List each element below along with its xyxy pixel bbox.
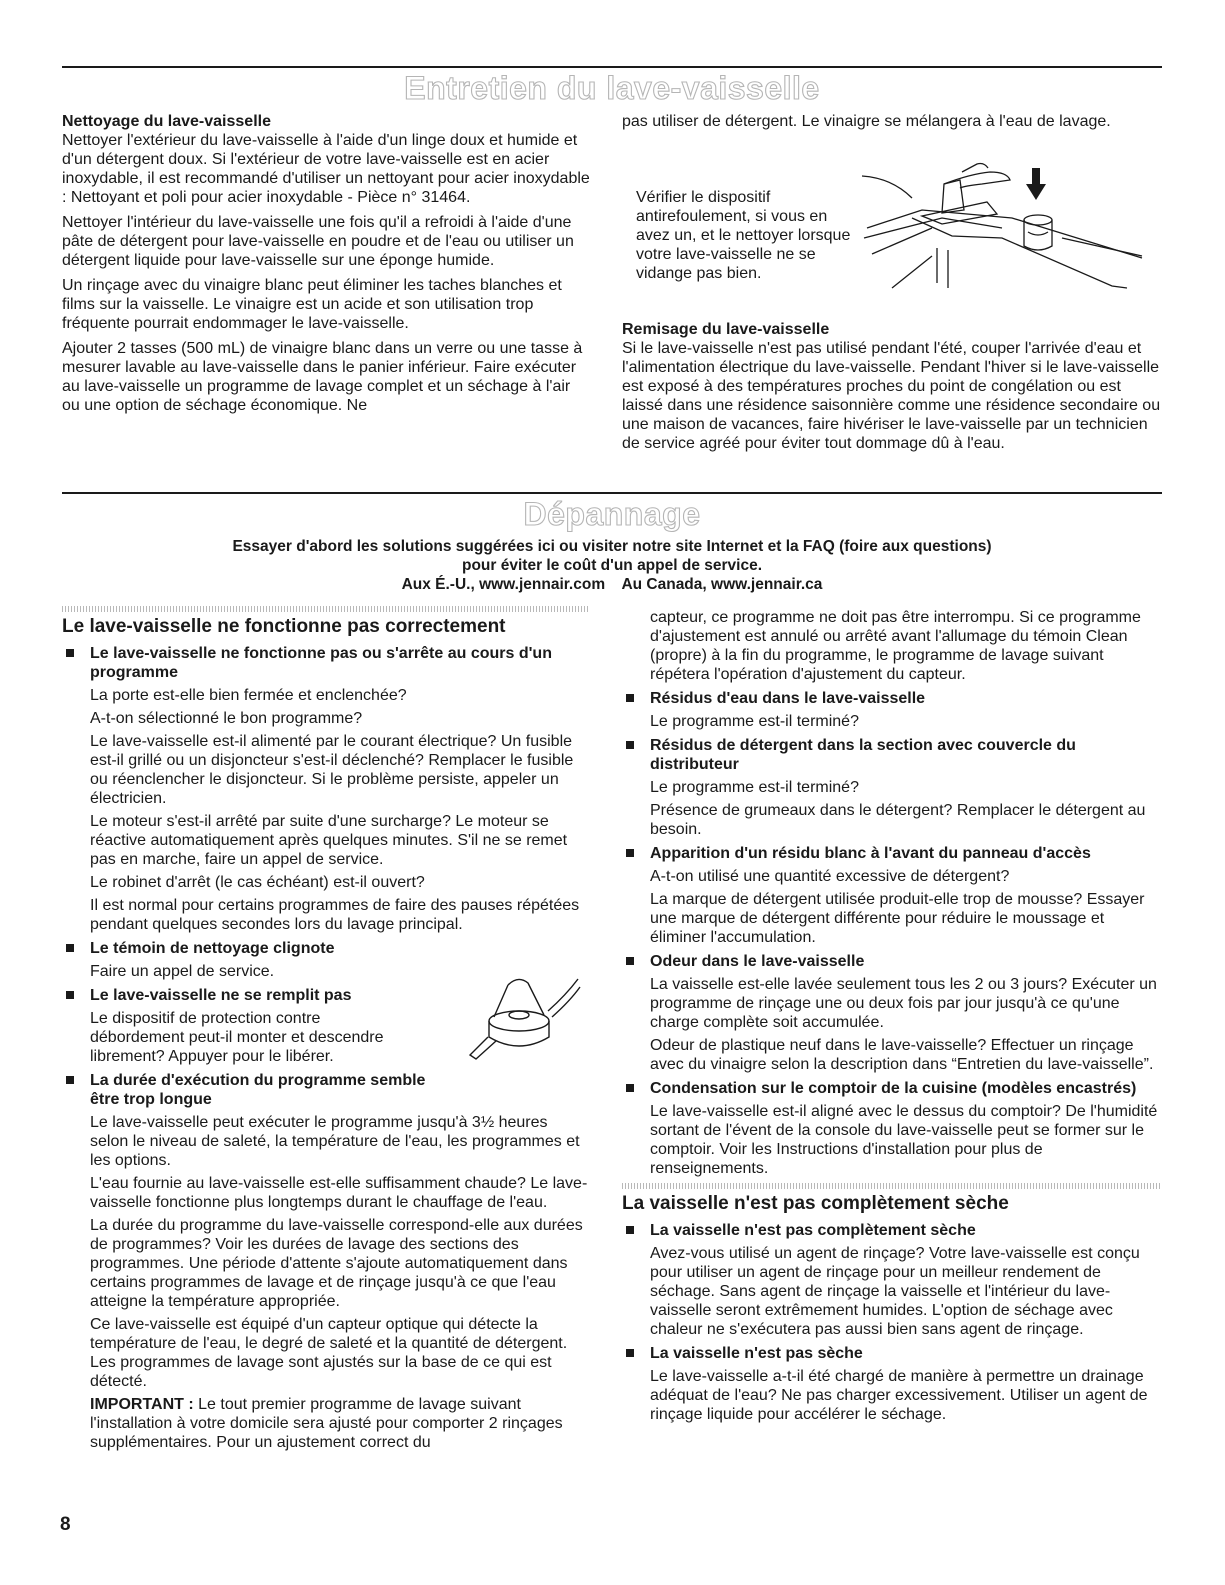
entretien-left-column [62, 112, 590, 421]
problem-item [62, 1071, 590, 1452]
problem-item [622, 844, 1162, 947]
problem-text: La porte est-elle bien fermée et enclenchée? [90, 687, 407, 704]
square-bullet-icon [626, 1349, 634, 1357]
sensor-continuation: capteur, ce programme ne doit pas être interrompu. Si ce programme d'ajustement est annulé ou arrêté avant l'allumage du témoin Clean (propre) à la fin du programme, le programme de lavage suivant répétera l'opération d'ajustement du capteur. [650, 609, 1141, 683]
square-bullet-icon [66, 944, 74, 952]
problem-text: Faire un appel de service. [90, 963, 275, 980]
intro-links [62, 575, 1162, 594]
problem-text: L'eau fournie au lave-vaisselle est-elle suffisamment chaude? Le lave-vaisselle fonctionne plus longtemps durant le chauffage de l'eau. [90, 1175, 588, 1211]
depannage-right-column [622, 608, 1162, 1429]
depannage-left-column [62, 606, 590, 1457]
hatch-divider [62, 606, 590, 612]
nettoyage-paragraph-3: Un rinçage avec du vinaigre blanc peut éliminer les taches blanches et films sur la vaisselle. Le vinaigre est un acide et son utilisation trop fréquente pourrait endommager le lave-vaisselle. [62, 277, 562, 332]
continuation-block [622, 608, 1162, 684]
problem-title: Résidus de détergent dans la section avec couvercle du distributeur [650, 737, 1076, 773]
problem-text: Présence de grumeaux dans le détergent? Remplacer le détergent au besoin. [650, 802, 1146, 838]
nettoyage-paragraph-2: Nettoyer l'intérieur du lave-vaisselle une fois qu'il a refroidi à l'aide d'une pâte de détergent pour lave-vaisselle en poudre et de l'eau ou utiliser un détergent liquide pour lave-vaisselle sur une éponge humide. [62, 214, 574, 269]
problem-text: A-t-on utilisé une quantité excessive de détergent? [650, 868, 1010, 885]
problem-text: Le lave-vaisselle a-t-il été chargé de manière à permettre un drainage adéquat de l'eau? Ne pas charger excessivement. Utiliser un agent de rinçage liquide pour accélérer le séchage. [650, 1368, 1148, 1423]
square-bullet-icon [626, 1226, 634, 1234]
problem-title: Le témoin de nettoyage clignote [90, 940, 335, 957]
nettoyage-heading: Nettoyage du lave-vaisselle [62, 113, 271, 130]
intro-line-2: pour éviter le coût d'un appel de service. [462, 557, 762, 574]
section-title-entretien: Entretien du lave-vaisselle [404, 70, 820, 106]
problem-title: Odeur dans le lave-vaisselle [650, 953, 865, 970]
square-bullet-icon [66, 991, 74, 999]
problem-item [622, 1221, 1162, 1339]
problem-text: Le programme est-il terminé? [650, 779, 859, 796]
problem-item [622, 736, 1162, 839]
problem-text: Le lave-vaisselle est-il aligné avec le dessus du comptoir? De l'humidité sortant de l'évent de la console du lave-vaisselle peut se former sur le comptoir. Voir les Instructions d'installation pour plus de renseignements. [650, 1103, 1158, 1177]
problem-text: Le lave-vaisselle peut exécuter le programme jusqu'à 3½ heures selon le niveau de saleté, la température de l'eau, les programmes et les options. [90, 1114, 580, 1169]
problem-title: Le lave-vaisselle ne se remplit pas [90, 987, 352, 1004]
problem-title: Apparition d'un résidu blanc à l'avant du panneau d'accès [650, 845, 1091, 862]
problem-text: La marque de détergent utilisée produit-elle trop de mousse? Essayer une marque de détergent différente pour réduire le moussage et éliminer l'accumulation. [650, 891, 1145, 946]
problem-item [622, 1344, 1162, 1424]
faucet-air-gap-illustration [852, 158, 1152, 298]
intro-line-1: Essayer d'abord les solutions suggérées ici ou visiter notre site Internet et la FAQ (foire aux questions) [232, 538, 992, 555]
remisage-text: Si le lave-vaisselle n'est pas utilisé pendant l'été, couper l'arrivée d'eau et l'alimentation électrique du lave-vaisselle. Pendant l'hiver si le lave-vaisselle est exposé à des températures proches du point de congélation ou est laissé dans une résidence saisonnière comme une résidence secondaire ou une maison de vacances, faire hivériser le lave-vaisselle par un technicien de service agréé pour éviter tout dommage dû à l'eau. [622, 340, 1161, 452]
square-bullet-icon [626, 1084, 634, 1092]
problem-item [622, 952, 1162, 1074]
problem-text: La durée du programme du lave-vaisselle correspond-elle aux durées de programmes? Voir les durées de lavage des sections des programmes. Une période d'attente s'ajoute automatiquement dans certains programmes de lavage et de rinçage jusqu'à ce que l'eau atteigne la température appropriée. [90, 1217, 583, 1310]
problem-text: Odeur de plastique neuf dans le lave-vaisselle? Effectuer un rinçage avec du vinaigre selon la description dans “Entretien du lave-vaisselle”. [650, 1037, 1154, 1073]
hatch-divider [622, 1183, 1162, 1189]
problem-title: La vaisselle n'est pas sèche [650, 1345, 863, 1362]
problem-text: A-t-on sélectionné le bon programme? [90, 710, 363, 727]
subsection-title-seche: La vaisselle n'est pas complètement sèche [622, 1193, 1009, 1214]
middle-rule [62, 492, 1162, 494]
entretien-right-column [622, 112, 1162, 137]
problem-title: Condensation sur le comptoir de la cuisine (modèles encastrés) [650, 1080, 1137, 1097]
faucet-caption: Vérifier le dispositif antirefoulement, si vous en avez un, et le nettoyer lorsque votre lave-vaisselle ne se vidange pas bien. [636, 189, 851, 282]
problem-text: La vaisselle est-elle lavée seulement tous les 2 ou 3 jours? Exécuter un programme de rinçage une ou deux fois par jour jusqu'à ce qu'une charge complète soit accumulée. [650, 976, 1157, 1031]
remisage-heading: Remisage du lave-vaisselle [622, 321, 830, 338]
important-label: IMPORTANT : [90, 1396, 194, 1413]
problem-text: Il est normal pour certains programmes de faire des pauses répétées pendant quelques secondes lors du lavage principal. [90, 897, 580, 933]
problem-title: Résidus d'eau dans le lave-vaisselle [650, 690, 926, 707]
problem-text: Le moteur s'est-il arrêté par suite d'une surcharge? Le moteur se réactive automatiquement après quelques minutes. S'il ne se remet pas en marche, faire un appel de service. [90, 813, 568, 868]
problem-title: La vaisselle n'est pas complètement sèche [650, 1222, 976, 1239]
section-title-depannage: Dépannage [523, 496, 701, 532]
problem-text: Ce lave-vaisselle est équipé d'un capteur optique qui détecte la température de l'eau, le degré de saleté et la quantité de détergent. Les programmes de lavage sont ajustés sur la base de ce qui est détecté. [90, 1316, 568, 1390]
nettoyage-paragraph-4: Ajouter 2 tasses (500 mL) de vinaigre blanc dans un verre ou une tasse à mesurer lavable au lave-vaisselle dans le panier inférieur. Faire exécuter au lave-vaisselle un programme de lavage complet et un séchage à l'air ou une option de séchage économique. Ne [62, 340, 583, 414]
remisage-block [622, 320, 1162, 459]
square-bullet-icon [626, 694, 634, 702]
problem-text: Le programme est-il terminé? [650, 713, 859, 730]
depannage-intro [62, 537, 1162, 594]
square-bullet-icon [626, 957, 634, 965]
top-rule [62, 66, 1162, 68]
page-number: 8 [60, 1514, 71, 1535]
problem-item [622, 689, 1162, 731]
square-bullet-icon [626, 849, 634, 857]
overfill-float-illustration [466, 975, 586, 1067]
intro-us-link[interactable]: Aux É.-U., www.jennair.com [401, 576, 606, 593]
problem-text: Le dispositif de protection contre débordement peut-il monter et descendre librement? Appuyer pour le libérer. [90, 1010, 384, 1065]
nettoyage-paragraph-1: Nettoyer l'extérieur du lave-vaisselle à l'aide d'un linge doux et humide et d'un détergent doux. Si l'extérieur de votre lave-vaisselle est en acier inoxydable, il est recommandé d'utiliser un nettoyant pour acier inoxydable : Nettoyant et poli pour acier inoxydable - Pièce n° 31464. [62, 132, 590, 206]
nettoyage-continuation: pas utiliser de détergent. Le vinaigre se mélangera à l'eau de lavage. [622, 113, 1111, 130]
problem-title: La durée d'exécution du programme semble être trop longue [90, 1072, 426, 1108]
intro-canada-link[interactable]: Au Canada, www.jennair.ca [621, 576, 823, 593]
square-bullet-icon [66, 1076, 74, 1084]
problem-text: Le lave-vaisselle est-il alimenté par le courant électrique? Un fusible est-il grillé ou un disjoncteur s'est-il déclenché? Remplacer le fusible ou réenclencher le disjoncteur. Si le problème persiste, appeler un électricien. [90, 733, 574, 807]
subsection-title-fonctionne: Le lave-vaisselle ne fonctionne pas correctement [62, 616, 506, 637]
problem-item [62, 986, 590, 1066]
problem-text: Le robinet d'arrêt (le cas échéant) est-il ouvert? [90, 874, 425, 891]
important-note [90, 1395, 590, 1452]
problem-text: Avez-vous utilisé un agent de rinçage? Votre lave-vaisselle est conçu pour utiliser un agent de rinçage pour un meilleur rendement de séchage. Sans agent de rinçage la vaisselle et l'intérieur du lave-vaisselle seront extrêmement humides. L'option de séchage avec chaleur ne s'exécutera pas aussi bien sans agent de rinçage. [650, 1245, 1140, 1338]
square-bullet-icon [626, 741, 634, 749]
problem-item [622, 1079, 1162, 1178]
problem-item [62, 644, 590, 934]
square-bullet-icon [66, 649, 74, 657]
problem-title: Le lave-vaisselle ne fonctionne pas ou s'arrête au cours d'un programme [90, 645, 552, 681]
important-text: Le tout premier programme de lavage suivant l'installation à votre domicile sera ajusté pour comporter 2 rinçages supplémentaires. Pour un ajustement correct du [90, 1396, 563, 1451]
